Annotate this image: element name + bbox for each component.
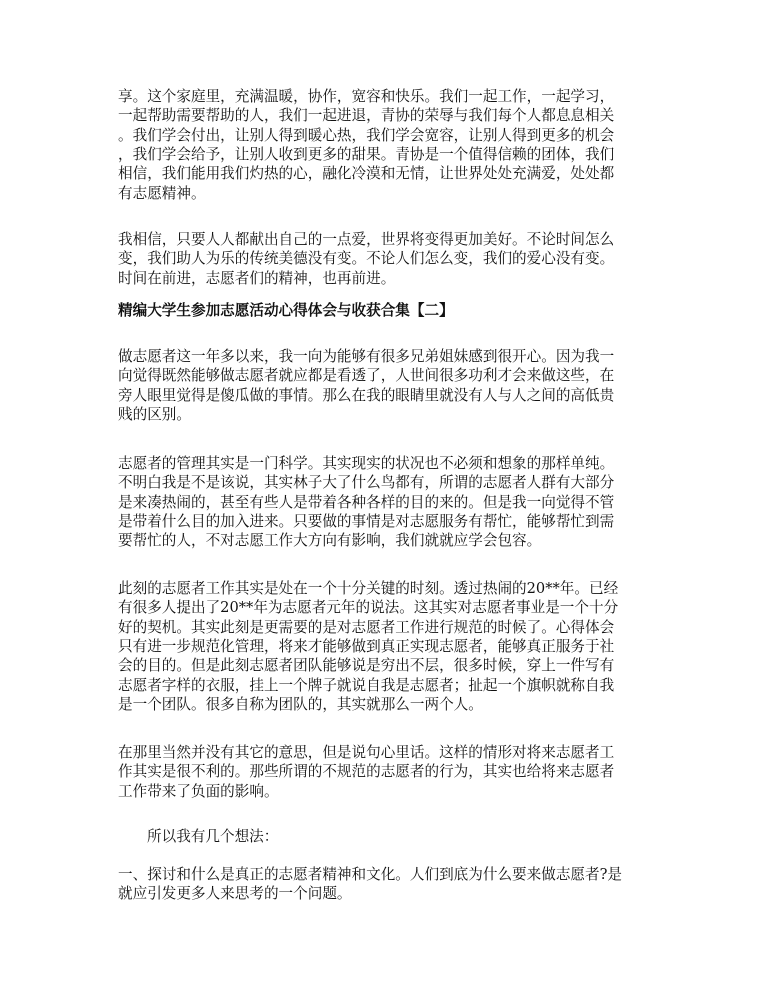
text-line: 志愿者的管理其实是一门科学。其实现实的状况也不必须和想象的那样单纯。 [118,455,615,472]
text-line: 我相信，只要人人都献出自己的一点爱，世界将变得更加美好。不论时间怎么 [118,231,615,248]
text-line: 就应引发更多人来思考的一个问题。 [118,885,352,903]
text-line: 要帮忙的人，不对志愿工作大方向有影响，我们就就应学会包容。 [118,532,542,550]
text-line: 不明白我是不是该说，其实林子大了什么鸟都有，所谓的志愿者人群有大部分 [118,474,615,492]
heading-text: 精编大学生参加志愿活动心得体会与收获合集【二】 [118,302,454,319]
text-line: 有很多人提出了20**年为志愿者元年的说法。这其实对志愿者事业是一个十分 [118,599,619,617]
text-line: 在那里当然并没有其它的意思，但是说句心里话。这样的情形对将来志愿者工 [118,744,615,761]
paragraph-idea-one [118,865,658,904]
paragraph-honest-words [118,743,658,801]
text-line: 做志愿者这一年多以来，我一向为能够有很多兄弟姐妹感到很开心。因为我一 [118,348,615,365]
text-line: 此刻的志愿者工作其实是处在一个十分关键的时刻。透过热闹的20**年。已经 [118,580,619,597]
text-line: 是带着什么目的加入进来。只要做的事情是对志愿服务有帮忙，能够帮忙到需 [118,513,615,531]
text-line: 志愿者字样的衣服，挂上一个牌子就说自我是志愿者；扯起一个旗帜就称自我 [118,676,615,694]
paragraph-ideas-intro [147,827,687,846]
text-line: 工作带来了负面的影响。 [118,782,279,800]
paragraph-one-year [118,347,658,424]
text-line: 旁人眼里觉得是傻瓜做的事情。那么在我的眼睛里就没有人与人之间的高低贵 [118,386,615,404]
text-line: ，我们学会给予，让别人收到更多的甜果。青协是一个值得信赖的团体，我们 [118,146,615,164]
text-line: 所以我有几个想法： [147,828,279,845]
text-line: 有志愿精神。 [118,184,206,202]
text-line: 贱的区别。 [118,406,191,424]
text-line: 只有进一步规范化管理，将来才能够做到真正实现志愿者，能够真正服务于社 [118,638,615,656]
text-line: 变，我们助人为乐的传统美德没有变。不论人们怎么变，我们的爱心没有变。 [118,250,615,268]
text-line: 好的契机。其实此刻是更需要的是对志愿者工作进行规范的时候了。心得体会 [118,618,615,636]
text-line: 一起帮助需要帮助的人，我们一起进退，青协的荣辱与我们每个人都息息相关 [118,107,615,125]
text-line: 相信，我们能用我们灼热的心，融化冷漠和无情，让世界处处充满爱，处处都 [118,165,615,183]
paragraph-critical-moment [118,579,658,714]
text-line: 一、探讨和什么是真正的志愿者精神和文化。人们到底为什么要来做志愿者?是 [118,866,623,883]
paragraph-family-warmth [118,87,658,203]
section-heading [118,301,658,320]
text-line: 享。这个家庭里，充满温暖，协作，宽容和快乐。我们一起工作，一起学习， [118,88,615,105]
text-line: 是一个团队。很多自称为团队的，其实就那么一两个人。 [118,696,483,714]
text-line: 向觉得既然能够做志愿者就应都是看透了，人世间很多功利才会来做这些，在 [118,367,615,385]
text-line: 时间在前进，志愿者们的精神，也再前进。 [118,269,396,287]
text-line: 会的目的。但是此刻志愿者团队能够说是穷出不层，很多时候，穿上一件写有 [118,657,615,675]
text-line: 。我们学会付出，让别人得到暖心热，我们学会宽容，让别人得到更多的机会 [118,126,615,144]
text-line: 作其实是很不利的。那些所谓的不规范的志愿者的行为，其实也给将来志愿者 [118,763,615,781]
paragraph-management [118,454,658,551]
paragraph-belief [118,230,658,288]
text-line: 是来凑热闹的，甚至有些人是带着各种各样的目的来的。但是我一向觉得不管 [118,493,615,511]
